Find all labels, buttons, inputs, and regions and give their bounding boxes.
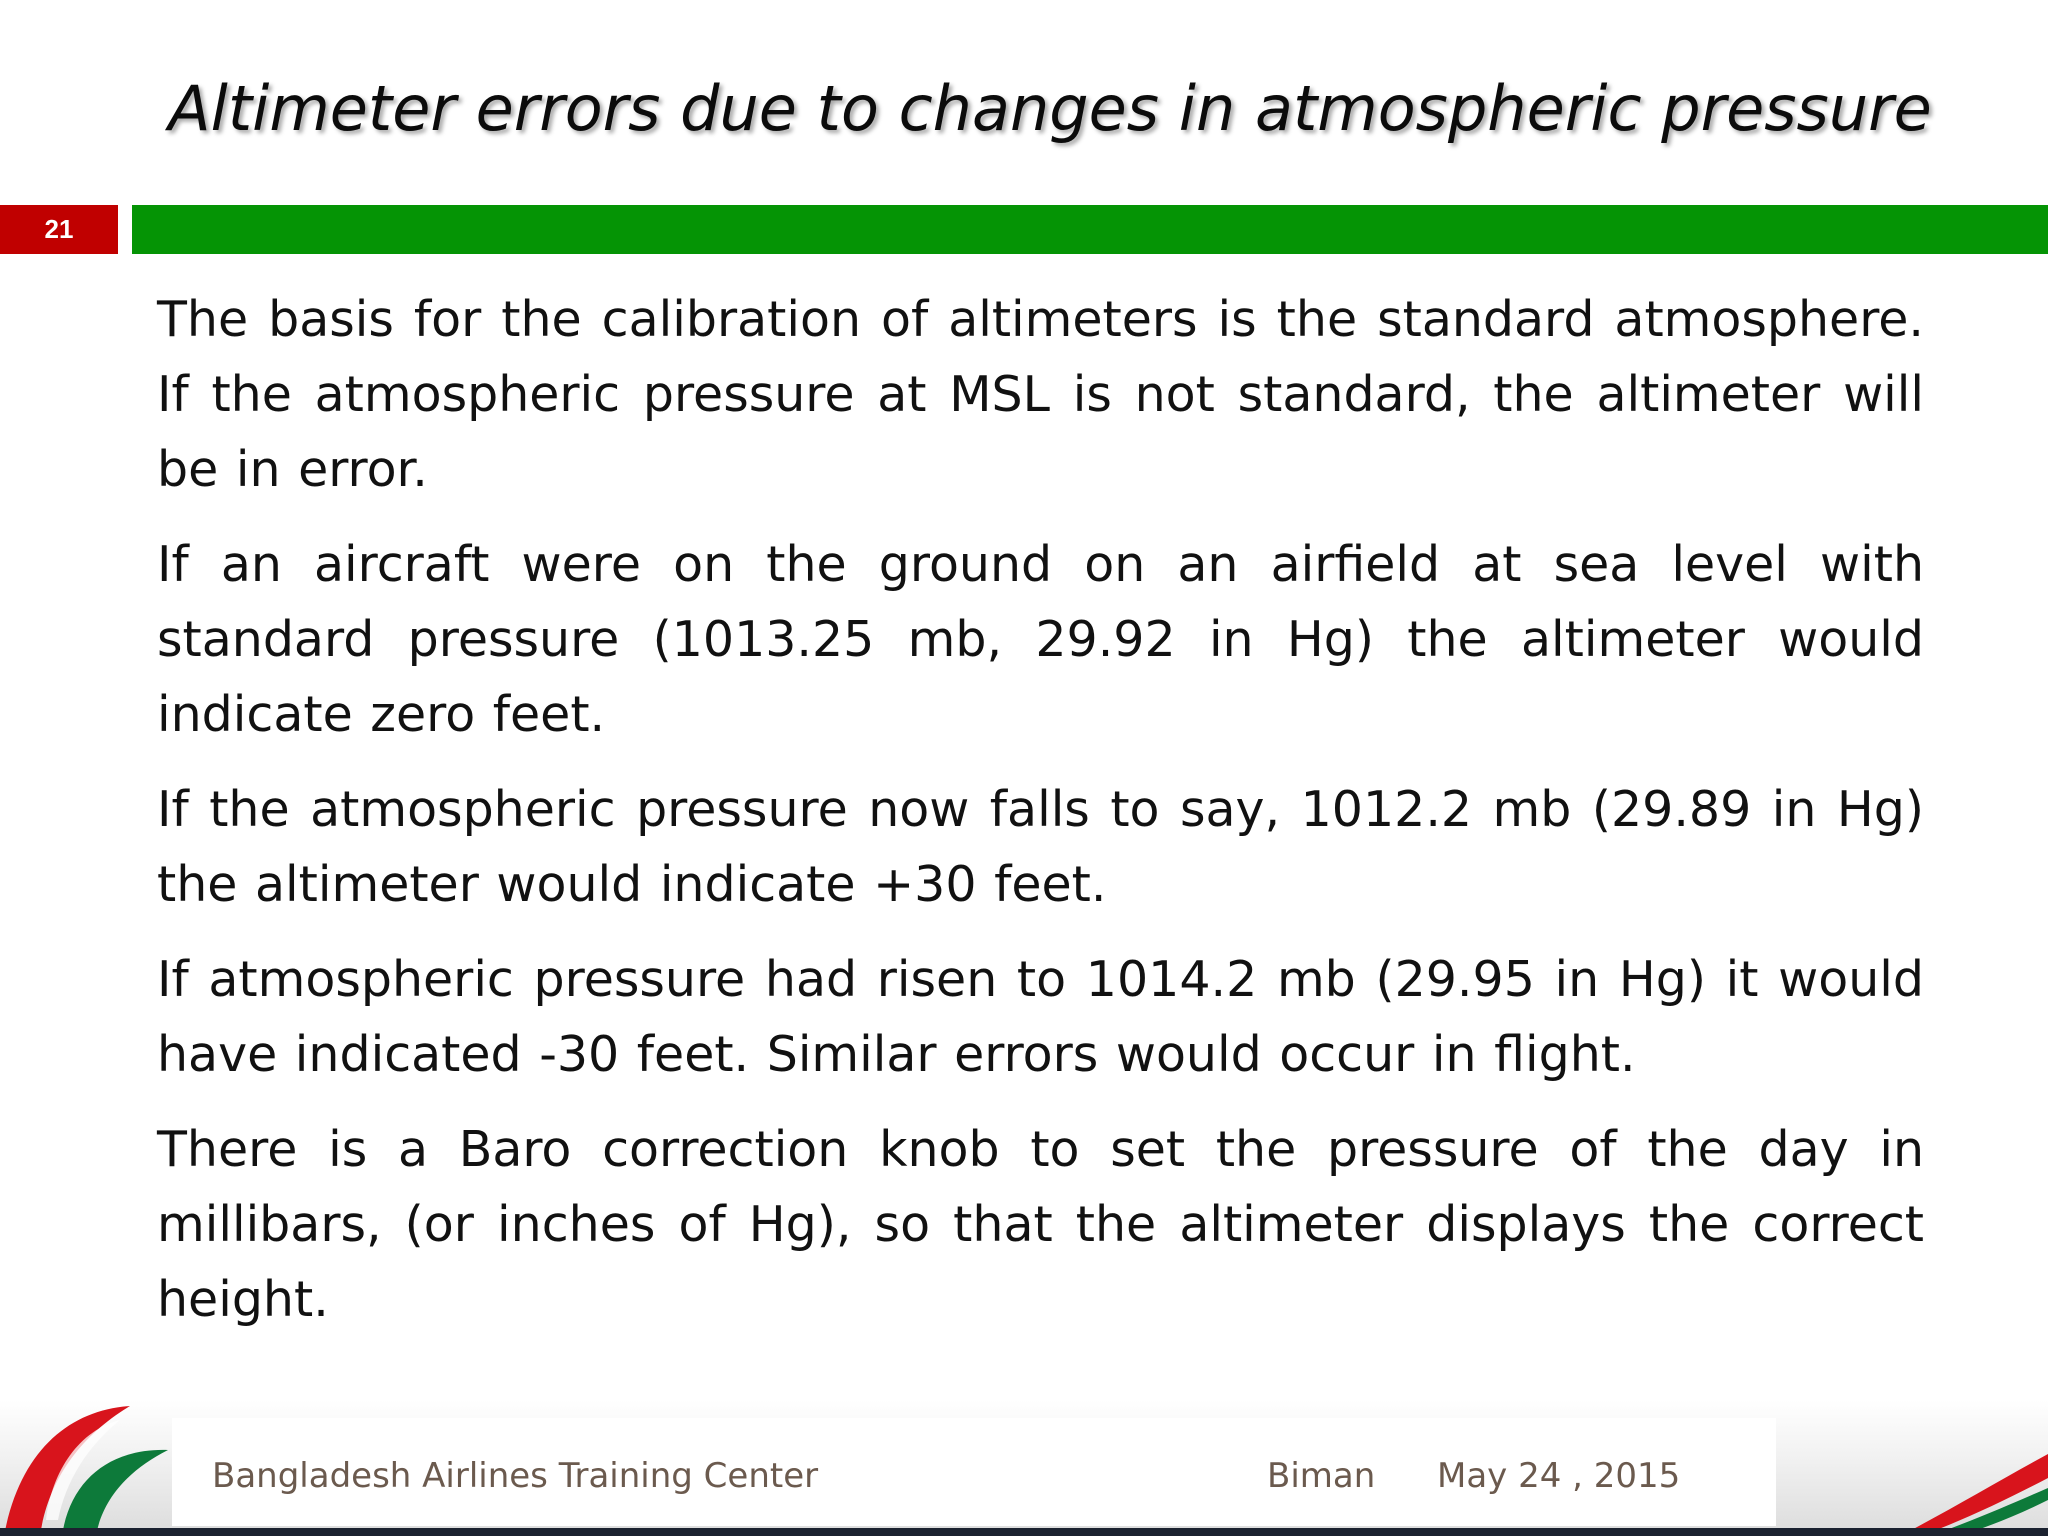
body-paragraph: There is a Baro correction knob to set the pressure of the day in millibars, (or inches of Hg), so that the altimeter displays the correct height.	[157, 1121, 1924, 1328]
slide-title: Altimeter errors due to changes in atmospheric pressure	[168, 72, 1932, 145]
footer-brand: Biman	[1267, 1456, 1376, 1496]
title-divider-bar	[132, 205, 2048, 254]
biman-swoosh-logo-icon	[0, 1400, 180, 1536]
body-paragraph: If an aircraft were on the ground on an airfield at sea level with standard pressure (1013.25 mb, 29.92 in Hg) the altimeter would indicate zero feet.	[157, 536, 1924, 743]
body-paragraph: If atmospheric pressure had risen to 1014.2 mb (29.95 in Hg) it would have indicated -30 feet. Similar errors would occur in flight.	[157, 951, 1924, 1083]
bottom-edge-line	[0, 1528, 2048, 1536]
footer-swoosh-icon	[1900, 1440, 2048, 1536]
footer-organization: Bangladesh Airlines Training Center	[212, 1456, 819, 1496]
body-paragraph: The basis for the calibration of altimeters is the standard atmosphere. If the atmospheric pressure at MSL is not standard, the altimeter will be in error.	[157, 291, 1924, 498]
footer-date: May 24 , 2015	[1437, 1456, 1681, 1496]
body-paragraph: If the atmospheric pressure now falls to say, 1012.2 mb (29.89 in Hg) the altimeter would indicate +30 feet.	[157, 781, 1924, 913]
slide-number-badge: 21	[0, 205, 118, 254]
slide-body	[157, 282, 1924, 1357]
